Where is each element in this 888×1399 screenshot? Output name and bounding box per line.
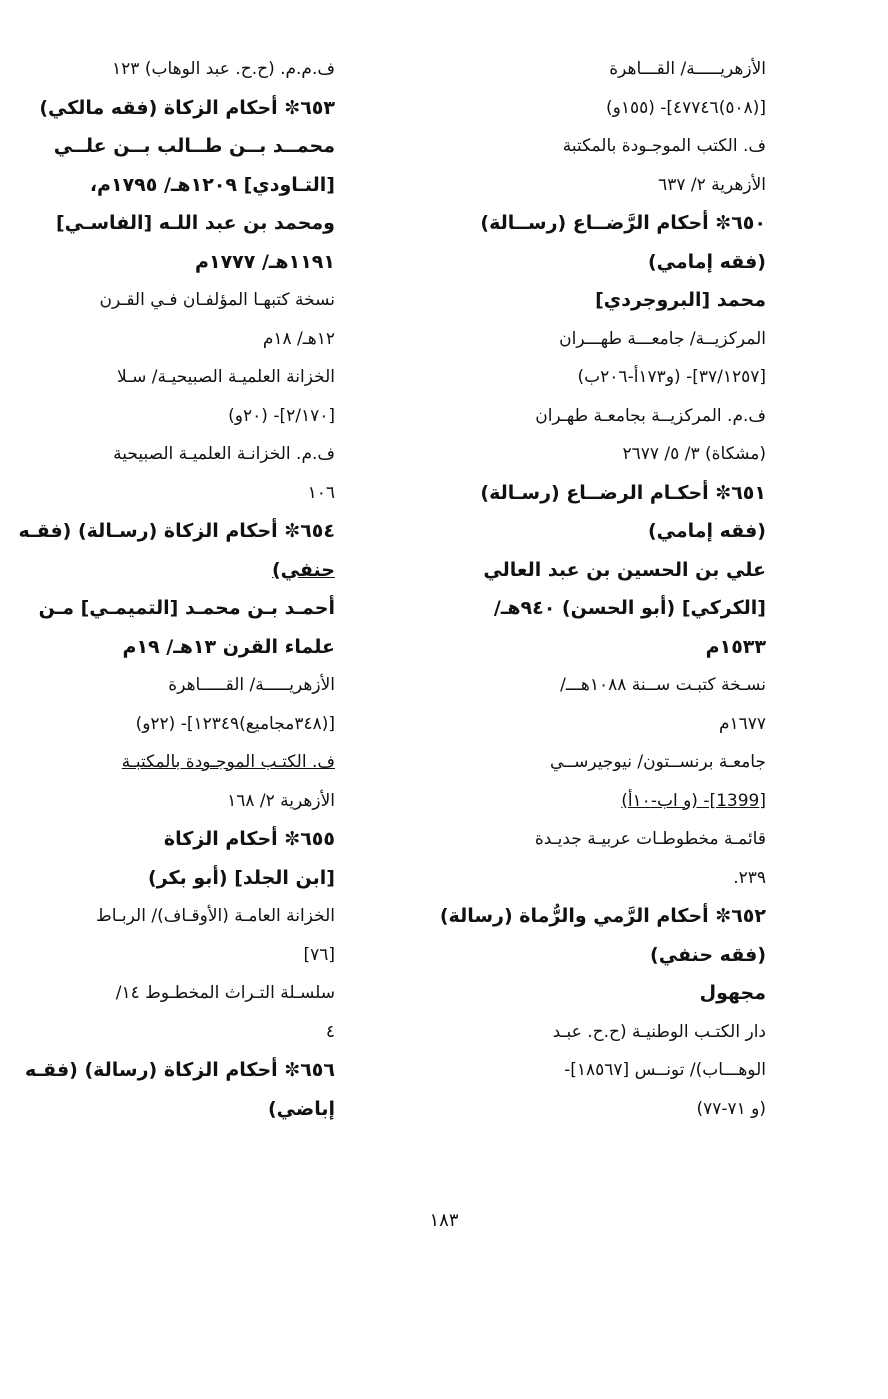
text-line — [50, 974, 335, 1013]
text-line-content: إباضي) — [267, 1097, 335, 1120]
text-line — [436, 897, 766, 936]
text-line-content: ف.م. المركزيــة بجامعـة طهـران — [535, 405, 766, 426]
text-line — [50, 897, 335, 936]
text-line-content: ١٢هـ/ ١٨م — [262, 328, 335, 349]
text-line — [25, 1051, 335, 1090]
text-line — [50, 204, 335, 243]
text-line-content: ٤ — [325, 1021, 335, 1042]
page-number: ١٨٣ — [429, 1210, 459, 1231]
right-column — [436, 50, 766, 1128]
text-line — [436, 551, 766, 590]
text-line-content: نسـخة كتبـت ســنة ١٠٨٨هـــ/ — [560, 675, 766, 695]
text-line-content: علماء القرن ١٣هـ/ ١٩م — [122, 635, 335, 658]
text-line — [436, 589, 766, 628]
text-line — [436, 1090, 766, 1129]
text-line — [50, 127, 335, 166]
text-line-content: ١٦٧٧م — [718, 713, 766, 734]
text-line-content: ٦٥٠✼ أحكام الرَّضــاع (رســالة) — [480, 212, 766, 234]
text-line-content: [(٣٤٨مجاميع)١٢٣٤٩]- (٢٢و) — [135, 713, 335, 734]
text-line — [50, 936, 335, 975]
text-line — [50, 50, 335, 89]
text-line — [436, 281, 766, 320]
text-line-content: [التـاودي] ١٢٠٩هـ/ ١٧٩٥م، — [89, 173, 335, 196]
text-line — [50, 820, 335, 859]
text-line-content: جامعـة برنســتون/ نيوجيرســي — [549, 752, 766, 772]
text-line — [436, 859, 766, 898]
text-line — [50, 743, 335, 782]
text-line-content: ف. الكتـب الموجـودة بالمكتبـة — [121, 752, 335, 772]
text-line-content: (فقه حنفي) — [650, 943, 766, 966]
text-line — [436, 204, 766, 243]
text-line-content: (مشكاة) ٣/ ٥/ ٢٦٧٧ — [622, 444, 766, 464]
text-line-content: مجهول — [699, 982, 766, 1004]
text-line-content: ١٠٦ — [307, 482, 335, 503]
text-line-content: (فقه إمامي) — [647, 250, 766, 273]
text-line — [39, 89, 335, 128]
text-line-content: المركزيــة/ جامعـــة طهـــران — [559, 328, 766, 349]
text-line-content: (و ٧١-٧٧) — [696, 1098, 766, 1119]
text-line — [436, 974, 766, 1013]
text-line-content: [(٥٠٨)٤٧٧٤٦]- (١٥٥و) — [605, 97, 766, 118]
text-line — [436, 50, 766, 89]
left-column — [18, 50, 335, 1128]
text-line-content: ف.م. الخزانـة العلميـة الصبيحية — [113, 444, 335, 464]
text-line-content: ومحمد بن عبد اللـه [الفاسـي] — [55, 212, 335, 234]
text-line-content: ٦٥١✼ أحكـام الرضــاع (رسـالة) — [480, 481, 766, 504]
text-line — [436, 243, 766, 282]
text-line-content: الأزهرية ٢/ ٦٣٧ — [658, 174, 766, 195]
text-line — [38, 589, 335, 628]
text-line — [436, 89, 766, 128]
text-line — [50, 397, 335, 436]
text-line-content: الأزهرية ٢/ ١٦٨ — [227, 790, 335, 811]
text-line-content: الأزهريـــــة/ القـــاهرة — [609, 59, 766, 79]
text-line — [50, 1013, 335, 1052]
text-line — [436, 628, 766, 667]
text-line — [436, 936, 766, 975]
text-line-content: علي بن الحسين بن عبد العالي — [483, 558, 766, 581]
text-line — [436, 1051, 766, 1090]
text-line — [436, 666, 766, 705]
text-line — [436, 782, 766, 821]
text-line-content: سلسـلة التـراث المخطـوط ١٤/ — [115, 983, 335, 1003]
text-line — [50, 358, 335, 397]
text-line-content: ف.م.م. (ح.ح. عبد الوهاب) ١٢٣ — [112, 59, 335, 79]
text-line — [50, 628, 335, 667]
text-line — [50, 320, 335, 359]
text-line — [436, 166, 766, 205]
text-line-content: ١١٩١هـ/ ١٧٧٧م — [195, 250, 335, 273]
text-line-content: ٢٣٩. — [733, 867, 766, 888]
text-line — [436, 1013, 766, 1052]
text-line-content: [٧٦] — [303, 944, 335, 965]
text-line-content: الأزهريـــــة/ القـــــاهرة — [168, 675, 335, 695]
text-line-content: [٣٧/١٢٥٧]- (و١٧٣أ-٢٠٦ب) — [577, 367, 766, 387]
text-line-content: ١٥٣٣م — [705, 635, 766, 658]
text-line-content: ٦٥٥✼ أحكام الزكاة — [163, 828, 335, 850]
text-line-content: الخزانة العلميـة الصبيحيـة/ سـلا — [116, 367, 335, 387]
text-line-content: حنفي) — [271, 558, 335, 581]
text-line — [50, 435, 335, 474]
text-line-content: محمد [البروجردي] — [595, 289, 766, 311]
text-line-content: [الكركي] (أبو الحسن) ٩٤٠هـ/ — [493, 597, 766, 619]
text-line — [50, 782, 335, 821]
text-line — [436, 474, 766, 513]
text-line-content: نسخة كتبهـا المؤلفـان فـي القـرن — [99, 290, 335, 310]
text-line — [50, 1090, 335, 1129]
text-line-content: ٦٥٢✼ أحكام الرَّمي والرُّماة (رسالة) — [439, 905, 766, 927]
text-line — [50, 859, 335, 898]
text-line — [436, 358, 766, 397]
text-line — [436, 127, 766, 166]
text-line-content: ف. الكتب الموجـودة بالمكتبة — [562, 136, 766, 156]
text-line-content: الوهـــاب)/ تونــس [١٨٥٦٧]- — [564, 1060, 766, 1080]
text-line-content: دار الكتـب الوطنيـة (ح.ح. عبـد — [552, 1021, 766, 1042]
text-line — [50, 243, 335, 282]
text-line — [50, 666, 335, 705]
text-line — [18, 512, 335, 551]
text-line-content: ٦٥٤✼ أحكام الزكاة (رسـالة) (فقـه — [18, 520, 335, 542]
text-line-content: الخزانة العامـة (الأوقـاف)/ الربـاط — [96, 906, 335, 926]
text-line — [436, 320, 766, 359]
text-line-content: [٢/١٧٠]- (٢٠و) — [228, 405, 335, 426]
text-line-content: قائمـة مخطوطـات عربيـة جديـدة — [534, 829, 766, 849]
text-line — [436, 820, 766, 859]
text-line — [50, 705, 335, 744]
text-line — [436, 435, 766, 474]
text-line-content: [1399]- (و اب-١٠أ) — [621, 790, 766, 811]
text-line-content: أحمـد بـن محمـد [التميمـي] مـن — [38, 597, 335, 619]
text-line — [436, 512, 766, 551]
text-line-content: [ابن الجلد] (أبو بكر) — [148, 866, 335, 889]
text-line — [50, 281, 335, 320]
text-line — [436, 397, 766, 436]
text-line — [436, 705, 766, 744]
text-line-content: محمــد بــن طــالب بــن علــي — [53, 135, 335, 157]
text-line — [436, 743, 766, 782]
text-line — [50, 551, 335, 590]
text-line-content: ٦٥٣✼ أحكام الزكاة (فقه مالكي) — [39, 96, 335, 119]
text-line — [50, 166, 335, 205]
text-line-content: (فقه إمامي) — [647, 520, 766, 542]
text-line-content: ٦٥٦✼ أحكام الزكاة (رسالة) (فقـه — [25, 1059, 335, 1081]
text-line — [50, 474, 335, 513]
